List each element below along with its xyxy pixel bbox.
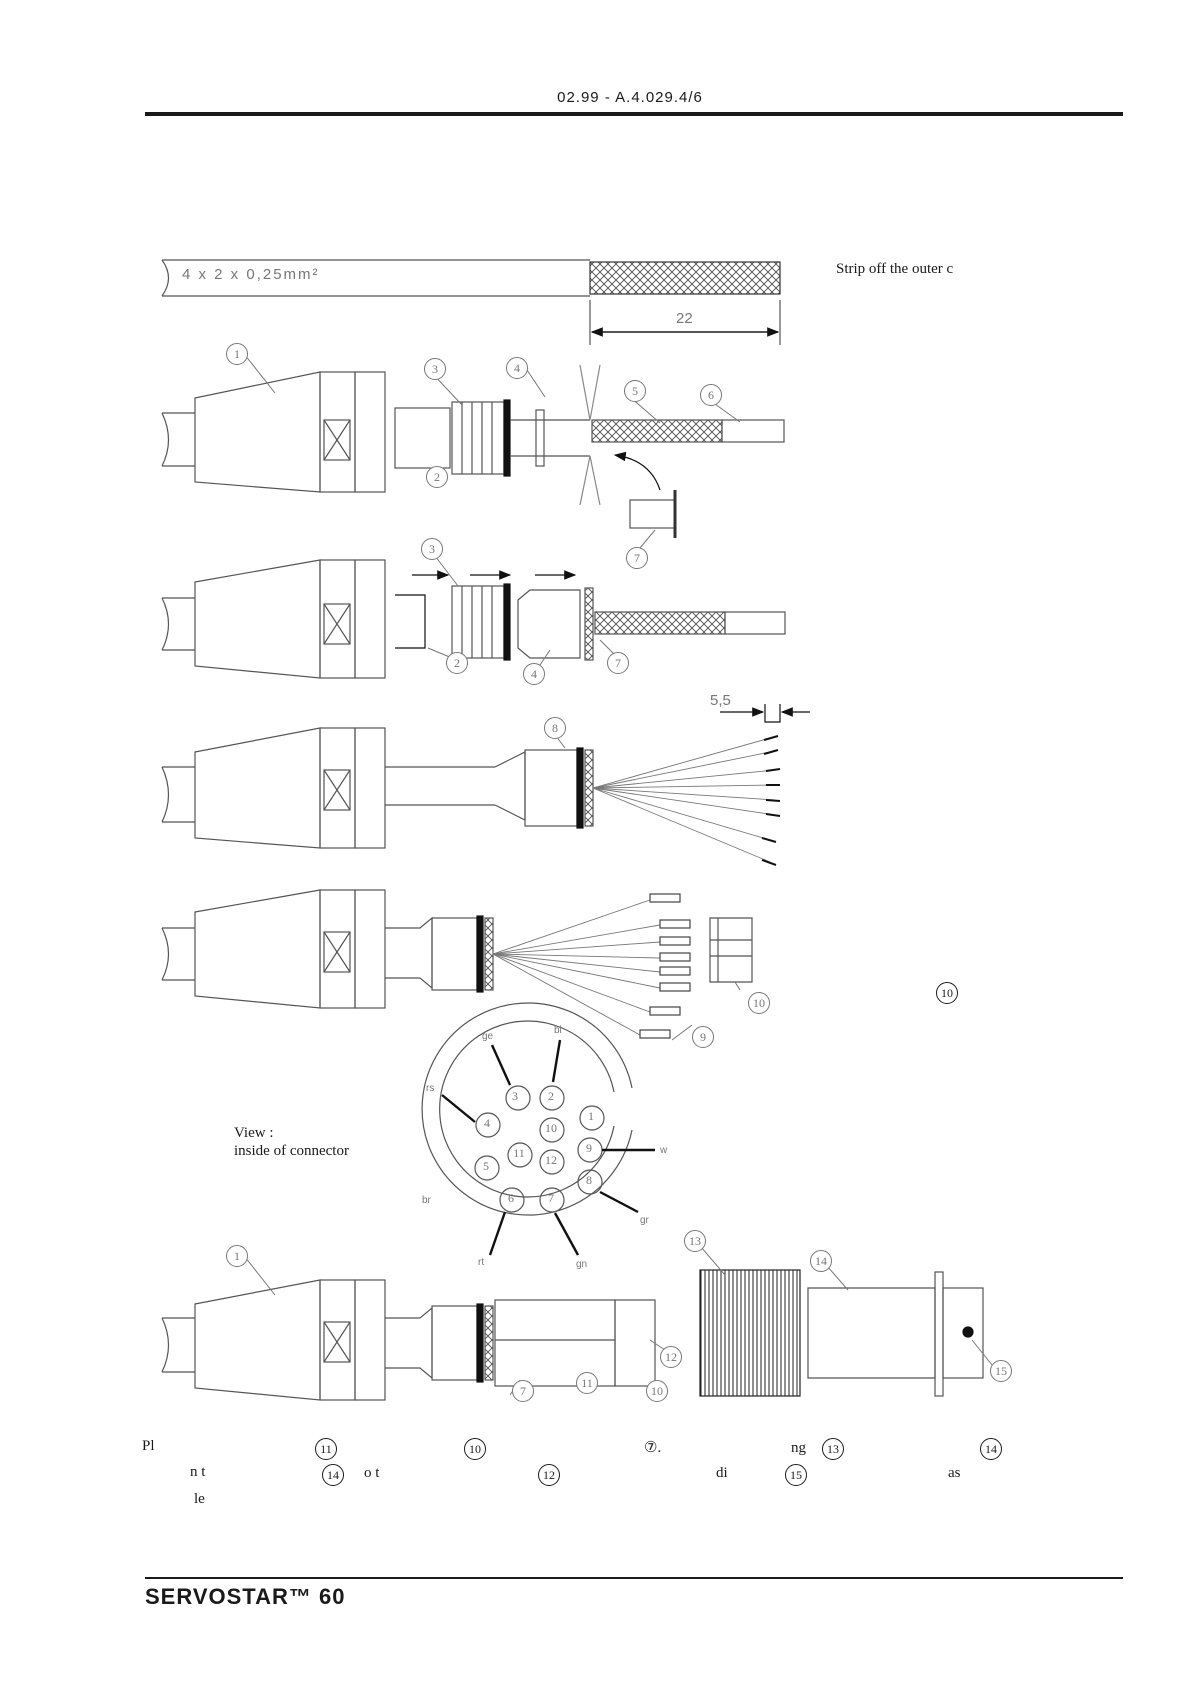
- callout-3: 3: [424, 358, 446, 380]
- wire-color-rt: rt: [478, 1257, 485, 1268]
- wire-color-bl: bl: [554, 1025, 562, 1036]
- document-code: 02.99 - A.4.029.4/6: [557, 89, 703, 106]
- callout-10-note: 10: [936, 982, 958, 1004]
- callout-13: 13: [684, 1230, 706, 1252]
- callout-2: 2: [426, 466, 448, 488]
- callout-5: 5: [624, 380, 646, 402]
- wire-color-br: br: [422, 1195, 431, 1206]
- bottom-callout-14: 14: [980, 1438, 1002, 1460]
- wire-color-ge: ge: [482, 1031, 494, 1042]
- housing-row-3: [162, 704, 810, 865]
- callout-10: 10: [748, 992, 770, 1014]
- bottom-frag-ng: ng: [791, 1440, 806, 1456]
- callout-12: 12: [660, 1346, 682, 1368]
- callout-8: 8: [544, 717, 566, 739]
- bottom-callout-10: 10: [464, 1438, 486, 1460]
- pin-5: 5: [483, 1159, 489, 1173]
- pin-2: 2: [548, 1089, 554, 1103]
- pin-11: 11: [513, 1146, 525, 1160]
- callout-9: 9: [692, 1026, 714, 1048]
- wire-color-gr: gr: [640, 1215, 649, 1226]
- bottom-callout-14b: 14: [322, 1464, 344, 1486]
- callout-7c: 7: [512, 1380, 534, 1402]
- connector-view-line2: inside of connector: [234, 1143, 349, 1159]
- callout-15: 15: [990, 1360, 1012, 1382]
- end-length-label: 5,5: [710, 692, 731, 709]
- housing-row-1: [162, 365, 784, 538]
- strip-length-label: 22: [676, 310, 693, 327]
- callout-14: 14: [810, 1250, 832, 1272]
- callout-4: 4: [506, 357, 528, 379]
- callout-3b: 3: [421, 538, 443, 560]
- bottom-frag-di: di: [716, 1465, 728, 1481]
- pin-12: 12: [545, 1153, 557, 1167]
- callout-4b: 4: [523, 663, 545, 685]
- bottom-callout-12: 12: [538, 1464, 560, 1486]
- bottom-frag-as: as: [948, 1465, 961, 1481]
- wire-color-gn: gn: [576, 1259, 588, 1270]
- bottom-frag-le: le: [194, 1491, 205, 1507]
- pin-6: 6: [508, 1191, 514, 1205]
- bottom-callout-15: 15: [785, 1464, 807, 1486]
- step1-text: Strip off the outer c: [836, 261, 954, 277]
- bottom-rule: [145, 1577, 1123, 1579]
- pin-1: 1: [588, 1109, 594, 1123]
- pin-4: 4: [484, 1116, 490, 1130]
- bottom-frag-ot: o t: [364, 1465, 380, 1481]
- bottom-frag-7: ⑦.: [644, 1440, 662, 1456]
- housing-row-4: [162, 890, 752, 1038]
- pin-8: 8: [586, 1173, 592, 1187]
- callout-6: 6: [700, 384, 722, 406]
- bottom-frag-1: Pl: [142, 1438, 155, 1454]
- bottom-callout-11: 11: [315, 1438, 337, 1460]
- housing-row-2: [162, 560, 785, 678]
- wire-color-rs: rs: [426, 1083, 435, 1094]
- wire-color-w: w: [660, 1145, 668, 1156]
- callout-leaders: [245, 355, 992, 1395]
- connector-face-view: [422, 1003, 655, 1255]
- pin-3: 3: [512, 1089, 518, 1103]
- callout-7: 7: [626, 547, 648, 569]
- callout-1c: 1: [226, 1245, 248, 1267]
- bottom-callout-13: 13: [822, 1438, 844, 1460]
- callout-1: 1: [226, 343, 248, 365]
- connector-view-line1: View :: [234, 1125, 274, 1141]
- callout-11: 11: [576, 1372, 598, 1394]
- connector-view-label: [234, 1124, 349, 1160]
- bottom-frag-nt: n t: [190, 1464, 206, 1480]
- pin-7: 7: [548, 1191, 554, 1205]
- callout-2b: 2: [446, 652, 468, 674]
- pin-9: 9: [586, 1141, 592, 1155]
- callout-10c: 10: [646, 1380, 668, 1402]
- callout-7b: 7: [607, 652, 629, 674]
- cable-spec-label: 4 x 2 x 0,25mm²: [182, 266, 320, 283]
- pin-10: 10: [545, 1121, 557, 1135]
- footer-title: SERVOSTAR™ 60: [145, 1584, 346, 1609]
- housing-row-5: [162, 1270, 983, 1400]
